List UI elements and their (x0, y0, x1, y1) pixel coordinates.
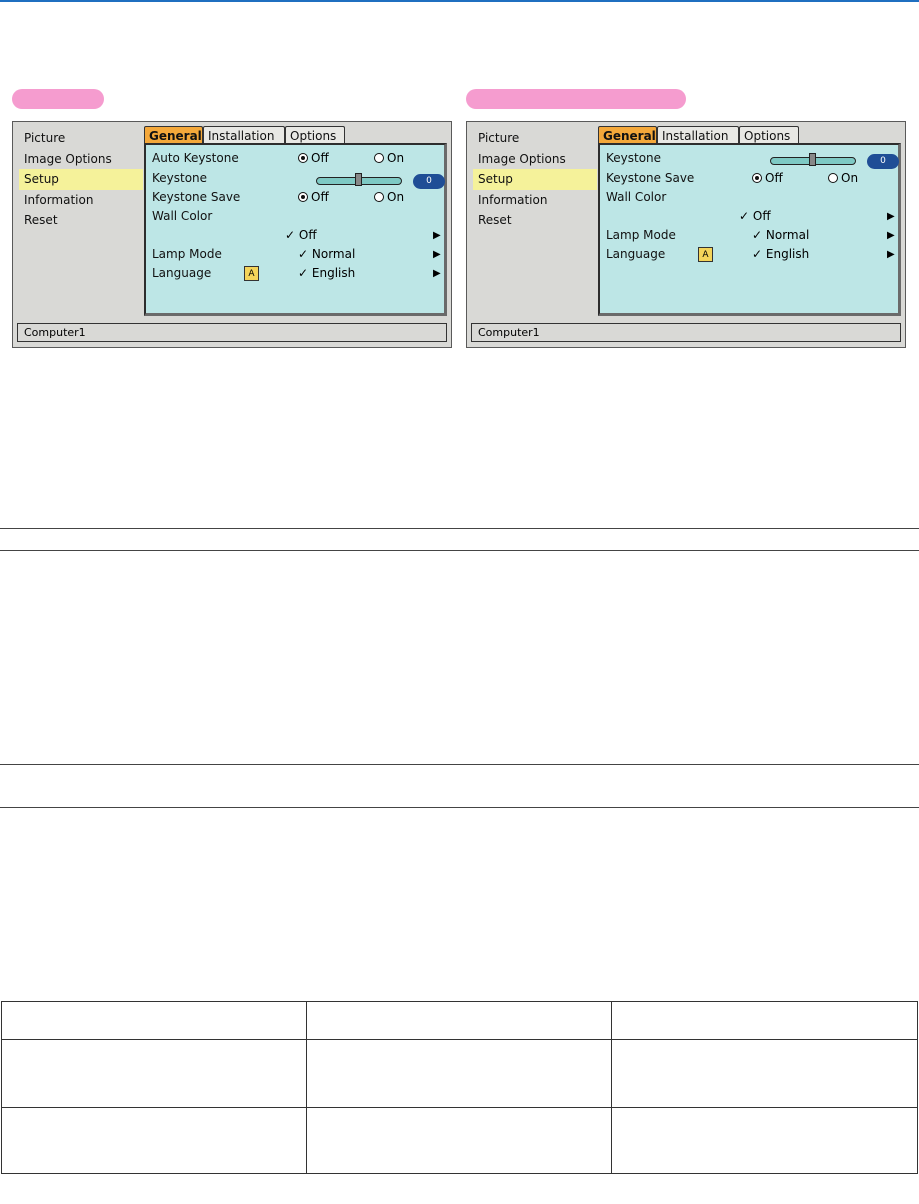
table-cell (306, 1108, 612, 1174)
tab-installation[interactable]: Installation (203, 126, 285, 144)
language-value[interactable] (752, 245, 809, 264)
auto-keystone-on-option[interactable] (374, 149, 404, 168)
status-bar: Computer1 (17, 323, 447, 342)
keystone-value-badge: 0 (413, 174, 445, 189)
check-icon: ✓ (298, 247, 309, 261)
empty-table (1, 1001, 918, 1174)
menu-item-information[interactable]: Information (24, 192, 94, 207)
model-label-pill (12, 89, 104, 109)
radio-unselected-icon (828, 173, 838, 183)
lamp-mode-value[interactable] (752, 226, 809, 245)
value-text: English (765, 247, 810, 261)
language-label: Language (152, 266, 212, 280)
osd-menu-right (466, 121, 906, 348)
language-value[interactable] (298, 264, 355, 283)
keystone-slider-thumb[interactable] (355, 173, 362, 186)
tab-installation[interactable]: Installation (657, 126, 739, 144)
tab-options[interactable]: Options (285, 126, 345, 144)
radio-unselected-icon (374, 153, 384, 163)
model-label-pill (466, 89, 686, 109)
table-row (2, 1002, 918, 1040)
keystone-save-on-option[interactable] (828, 169, 858, 188)
table-cell (612, 1040, 918, 1108)
check-icon: ✓ (752, 228, 763, 242)
menu-item-picture[interactable]: Picture (24, 131, 66, 145)
section-rule (0, 528, 919, 529)
wall-color-value[interactable] (285, 226, 317, 245)
option-label: On (387, 190, 405, 204)
settings-panel (598, 143, 901, 316)
table-row (2, 1040, 918, 1108)
table-cell (612, 1002, 918, 1040)
language-arrow-icon[interactable]: ▶ (433, 268, 441, 279)
check-icon: ✓ (285, 228, 296, 242)
table-cell (306, 1002, 612, 1040)
radio-unselected-icon (374, 192, 384, 202)
value-text: Normal (765, 228, 810, 242)
option-label: On (841, 171, 859, 185)
main-menu (19, 128, 143, 231)
check-icon: ✓ (298, 266, 309, 280)
menu-item-picture[interactable]: Picture (478, 131, 520, 145)
table-cell (2, 1040, 307, 1108)
tab-options[interactable]: Options (739, 126, 799, 144)
value-text: Off (752, 209, 771, 223)
auto-keystone-label: Auto Keystone (152, 151, 239, 165)
menu-item-setup[interactable]: Setup (19, 169, 143, 190)
keystone-save-off-option[interactable] (752, 169, 783, 188)
language-label: Language (606, 247, 666, 261)
table-cell (2, 1002, 307, 1040)
value-text: Normal (311, 247, 356, 261)
value-text: Off (298, 228, 317, 242)
table-row (2, 1108, 918, 1174)
keystone-save-on-option[interactable] (374, 188, 404, 207)
language-icon: A (698, 247, 713, 262)
keystone-label: Keystone (152, 171, 208, 185)
keystone-save-label: Keystone Save (606, 171, 695, 185)
menu-item-reset[interactable]: Reset (478, 213, 512, 227)
language-arrow-icon[interactable]: ▶ (887, 249, 895, 260)
lamp-mode-value[interactable] (298, 245, 355, 264)
keystone-save-label: Keystone Save (152, 190, 241, 204)
auto-keystone-off-option[interactable] (298, 149, 329, 168)
radio-selected-icon (298, 192, 308, 202)
lamp-mode-label: Lamp Mode (606, 228, 676, 242)
lamp-mode-label: Lamp Mode (152, 247, 222, 261)
table-cell (612, 1108, 918, 1174)
settings-panel (144, 143, 447, 316)
status-bar: Computer1 (471, 323, 901, 342)
osd-menu-left (12, 121, 452, 348)
wall-color-label: Wall Color (606, 190, 667, 204)
lamp-mode-arrow-icon[interactable]: ▶ (887, 230, 895, 241)
keystone-label: Keystone (606, 151, 662, 165)
wall-color-label: Wall Color (152, 209, 213, 223)
header-rule (0, 0, 919, 2)
option-label: On (387, 151, 405, 165)
language-icon: A (244, 266, 259, 281)
keystone-value-badge: 0 (867, 154, 899, 169)
section-rule (0, 807, 919, 808)
value-text: English (311, 266, 356, 280)
table-cell (306, 1040, 612, 1108)
menu-item-setup[interactable]: Setup (473, 169, 597, 190)
wall-color-arrow-icon[interactable]: ▶ (887, 211, 895, 222)
menu-item-image-options[interactable]: Image Options (478, 151, 566, 166)
menu-item-image-options[interactable]: Image Options (24, 151, 112, 166)
tab-general[interactable]: General (598, 126, 657, 144)
wall-color-arrow-icon[interactable]: ▶ (433, 230, 441, 241)
tab-general[interactable]: General (144, 126, 203, 144)
option-label: Off (311, 190, 329, 204)
check-icon: ✓ (739, 209, 750, 223)
lamp-mode-arrow-icon[interactable]: ▶ (433, 249, 441, 260)
option-label: Off (311, 151, 329, 165)
option-label: Off (765, 171, 783, 185)
menu-item-reset[interactable]: Reset (24, 213, 58, 227)
table-cell (2, 1108, 307, 1174)
wall-color-value[interactable] (739, 207, 771, 226)
section-rule (0, 764, 919, 765)
menu-item-information[interactable]: Information (478, 192, 548, 207)
keystone-slider-thumb[interactable] (809, 153, 816, 166)
section-rule (0, 550, 919, 551)
check-icon: ✓ (752, 247, 763, 261)
radio-selected-icon (298, 153, 308, 163)
keystone-save-off-option[interactable] (298, 188, 329, 207)
radio-selected-icon (752, 173, 762, 183)
main-menu (473, 128, 597, 231)
